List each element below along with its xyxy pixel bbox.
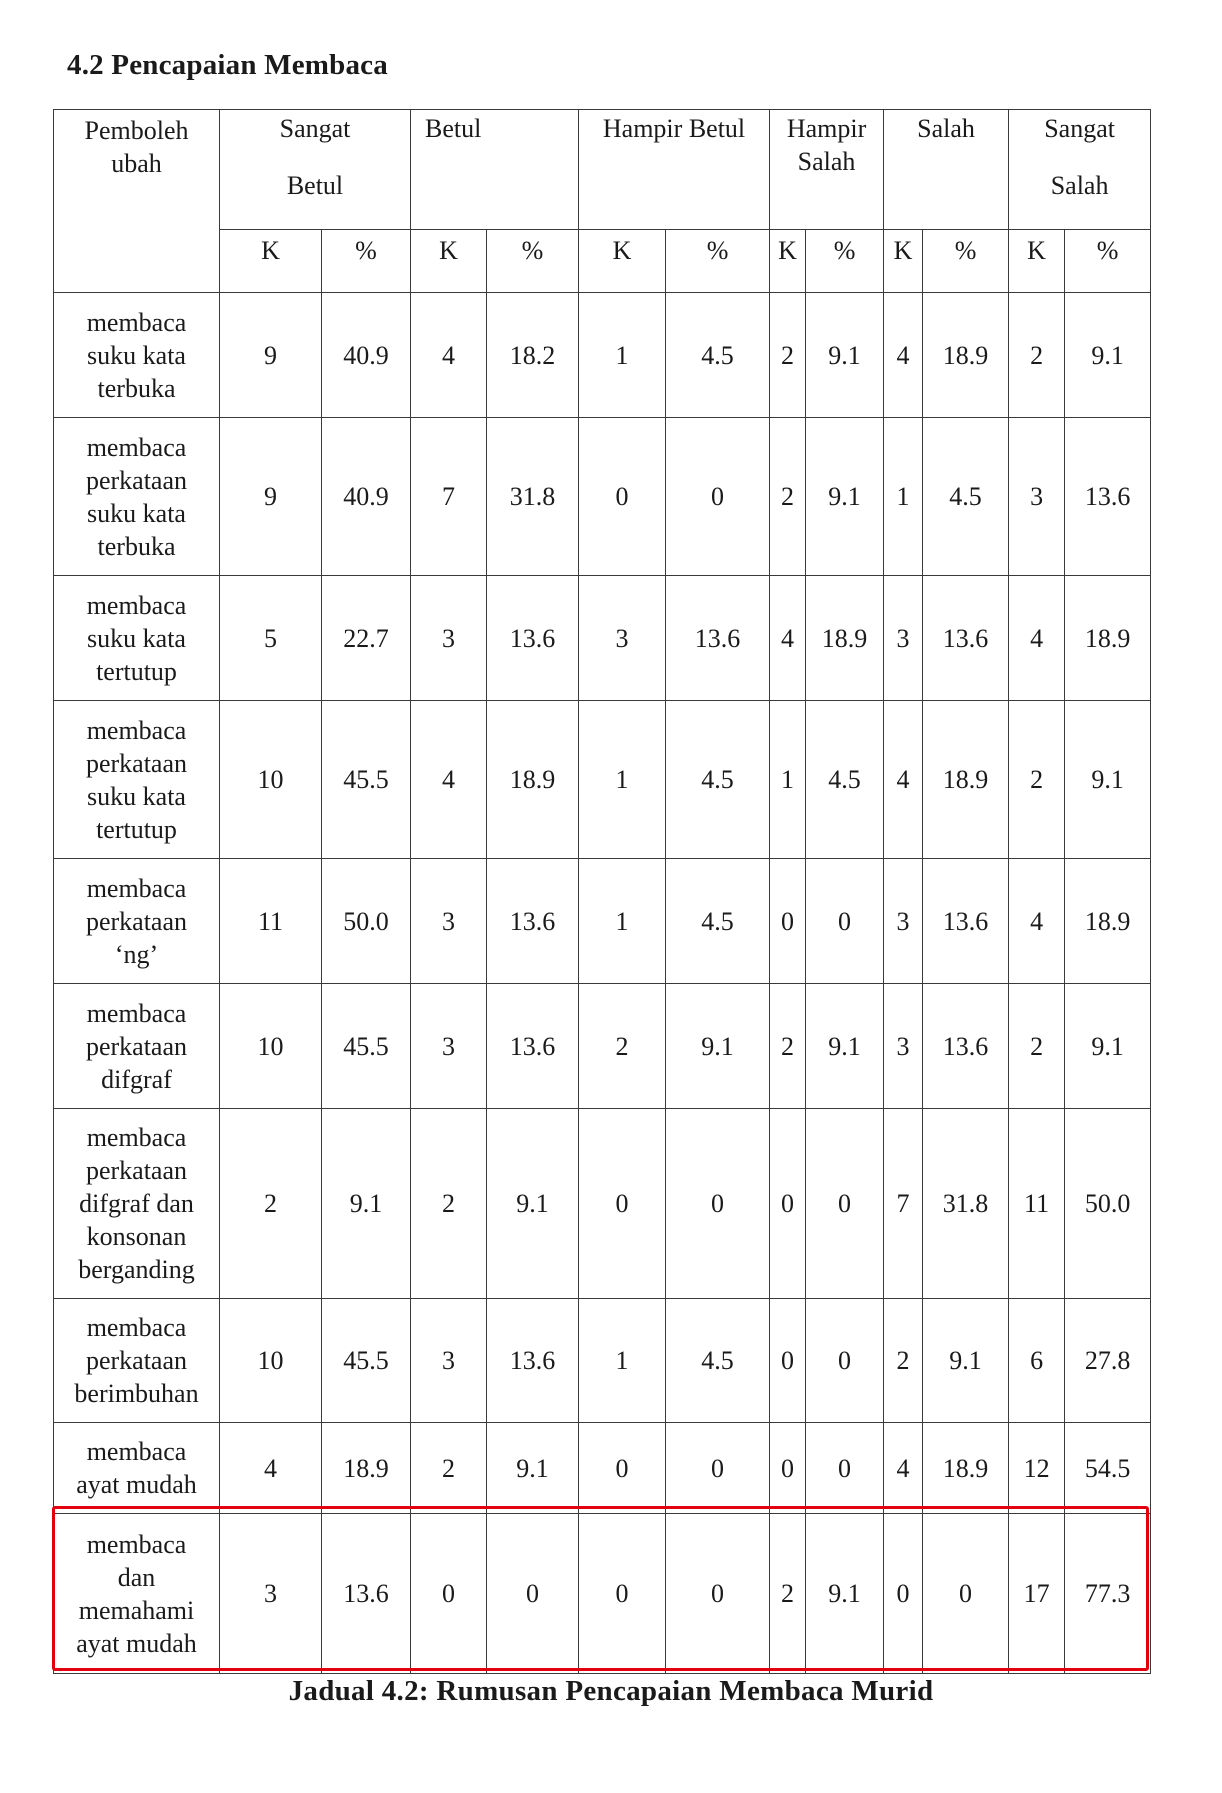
percent-cell: 0: [666, 1514, 770, 1674]
k-count-cell: 2: [884, 1299, 923, 1423]
k-header: K: [411, 230, 487, 293]
k-header: K: [770, 230, 806, 293]
k-count-cell: 0: [770, 1423, 806, 1514]
row-label: [54, 576, 220, 701]
k-count-cell: 2: [1009, 293, 1065, 418]
row-label-line: suku kata: [87, 781, 186, 811]
group-header-line: Sangat: [1044, 114, 1115, 143]
row-label-line: terbuka: [97, 531, 176, 561]
row-label-line: perkataan: [85, 1156, 188, 1185]
percent-cell: 9.1: [806, 418, 884, 576]
k-count-cell: 4: [884, 293, 923, 418]
table-row: [54, 418, 1151, 576]
row-label: [54, 1109, 220, 1299]
table-row: [54, 1423, 1151, 1514]
group-header-salah: [884, 110, 1009, 230]
k-count-cell: 3: [579, 576, 666, 701]
group-header-line: Betul: [286, 171, 344, 200]
k-count-cell: 4: [884, 1423, 923, 1514]
percent-cell: 9.1: [666, 984, 770, 1109]
k-count-cell: 1: [579, 701, 666, 859]
k-count-cell: 2: [770, 418, 806, 576]
k-header: K: [884, 230, 923, 293]
k-count-cell: 4: [411, 701, 487, 859]
k-count-cell: 3: [884, 859, 923, 984]
percent-cell: 4.5: [923, 418, 1009, 576]
percent-cell: 40.9: [322, 418, 411, 576]
row-label-line: tertutup: [96, 814, 177, 844]
k-count-cell: 3: [411, 859, 487, 984]
group-header-line: Hampir: [786, 114, 867, 143]
k-count-cell: 11: [1009, 1109, 1065, 1299]
percent-cell: 45.5: [322, 984, 411, 1109]
k-count-cell: 2: [1009, 701, 1065, 859]
variable-header-line: Pemboleh: [84, 116, 189, 145]
row-label-line: membaca: [86, 998, 187, 1028]
k-count-cell: 1: [579, 859, 666, 984]
percent-cell: 4.5: [666, 293, 770, 418]
k-count-cell: 2: [1009, 984, 1065, 1109]
k-count-cell: 17: [1009, 1514, 1065, 1674]
k-count-cell: 1: [579, 293, 666, 418]
percent-cell: 13.6: [322, 1514, 411, 1674]
row-label-line: berimbuhan: [74, 1379, 199, 1408]
variable-header: [54, 110, 220, 293]
k-count-cell: 3: [411, 984, 487, 1109]
percent-cell: 18.9: [806, 576, 884, 701]
table-row: [54, 576, 1151, 701]
group-header-line: Betul: [425, 114, 482, 143]
group-header-sangat-betul: [220, 110, 411, 230]
k-count-cell: 2: [770, 984, 806, 1109]
row-label: [54, 1423, 220, 1514]
group-header-hampir-salah: [770, 110, 884, 230]
percent-cell: 4.5: [666, 859, 770, 984]
table-row: [54, 1109, 1151, 1299]
percent-cell: 22.7: [322, 576, 411, 701]
row-label-line: ayat mudah: [76, 1470, 197, 1499]
k-count-cell: 0: [884, 1514, 923, 1674]
row-label-line: membaca: [86, 590, 187, 620]
k-count-cell: 0: [770, 1299, 806, 1423]
k-count-cell: 0: [411, 1514, 487, 1674]
group-header-line: Hampir Betul: [602, 114, 746, 143]
percent-cell: 9.1: [322, 1109, 411, 1299]
percent-cell: 13.6: [487, 576, 579, 701]
table-row: [54, 859, 1151, 984]
percent-cell: 0: [666, 1109, 770, 1299]
percent-cell: 50.0: [1065, 1109, 1151, 1299]
k-count-cell: 2: [770, 1514, 806, 1674]
k-count-cell: 7: [411, 418, 487, 576]
k-count-cell: 0: [770, 1109, 806, 1299]
group-header-line: Salah: [917, 114, 975, 143]
k-count-cell: 3: [884, 576, 923, 701]
k-count-cell: 9: [220, 293, 322, 418]
percent-cell: 0: [666, 1423, 770, 1514]
percent-cell: 45.5: [322, 1299, 411, 1423]
k-count-cell: 5: [220, 576, 322, 701]
group-header-line: Sangat: [279, 114, 351, 143]
percent-cell: 77.3: [1065, 1514, 1151, 1674]
k-count-cell: 2: [770, 293, 806, 418]
k-count-cell: 1: [770, 701, 806, 859]
k-count-cell: 0: [579, 1109, 666, 1299]
k-count-cell: 3: [411, 1299, 487, 1423]
row-label: [54, 984, 220, 1109]
table-row: [54, 701, 1151, 859]
row-label-line: suku kata: [87, 623, 186, 653]
percent-header: %: [322, 230, 411, 293]
k-count-cell: 3: [220, 1514, 322, 1674]
percent-cell: 18.9: [1065, 576, 1151, 701]
percent-cell: 18.9: [322, 1423, 411, 1514]
percent-cell: 13.6: [1065, 418, 1151, 576]
k-count-cell: 0: [770, 859, 806, 984]
row-label-line: perkataan: [85, 906, 188, 936]
row-label-line: difgraf: [101, 1064, 172, 1094]
k-count-cell: 4: [770, 576, 806, 701]
percent-cell: 18.9: [923, 1423, 1009, 1514]
row-label: [54, 1514, 220, 1674]
table-row: [54, 1299, 1151, 1423]
row-label-line: membaca: [86, 432, 187, 462]
row-label-line: terbuka: [97, 373, 176, 403]
k-count-cell: 0: [579, 1514, 666, 1674]
k-header: K: [1009, 230, 1065, 293]
row-label-line: konsonan: [86, 1222, 187, 1251]
row-label-line: perkataan: [85, 748, 188, 778]
table-row: [54, 1514, 1151, 1674]
k-count-cell: 1: [579, 1299, 666, 1423]
row-label-line: dan: [117, 1562, 156, 1592]
row-label-line: perkataan: [85, 465, 188, 495]
k-header: K: [220, 230, 322, 293]
percent-cell: 0: [806, 1299, 884, 1423]
k-count-cell: 10: [220, 1299, 322, 1423]
k-count-cell: 4: [884, 701, 923, 859]
percent-cell: 18.9: [923, 293, 1009, 418]
table-container: [53, 109, 1148, 1674]
percent-cell: 31.8: [923, 1109, 1009, 1299]
percent-header: %: [666, 230, 770, 293]
percent-cell: 0: [666, 418, 770, 576]
percent-cell: 9.1: [1065, 984, 1151, 1109]
row-label: [54, 1299, 220, 1423]
percent-cell: 9.1: [806, 293, 884, 418]
percent-cell: 50.0: [322, 859, 411, 984]
k-count-cell: 3: [884, 984, 923, 1109]
group-header-sangat-salah: [1009, 110, 1151, 230]
row-label: [54, 701, 220, 859]
k-count-cell: 2: [220, 1109, 322, 1299]
k-count-cell: 1: [884, 418, 923, 576]
percent-cell: 13.6: [666, 576, 770, 701]
row-label-line: membaca: [86, 1123, 187, 1152]
percent-cell: 54.5: [1065, 1423, 1151, 1514]
k-count-cell: 0: [579, 418, 666, 576]
percent-cell: 0: [806, 1109, 884, 1299]
row-label-line: suku kata: [87, 498, 186, 528]
row-label-line: membaca: [86, 1437, 187, 1466]
k-count-cell: 0: [579, 1423, 666, 1514]
percent-cell: 13.6: [923, 859, 1009, 984]
percent-cell: 18.9: [923, 701, 1009, 859]
row-label-line: suku kata: [87, 340, 186, 370]
row-label-line: membaca: [86, 1529, 187, 1559]
reading-achievement-table: [53, 109, 1151, 1674]
percent-cell: 18.9: [1065, 859, 1151, 984]
percent-cell: 13.6: [487, 1299, 579, 1423]
percent-cell: 13.6: [923, 576, 1009, 701]
row-label: [54, 418, 220, 576]
row-label-line: perkataan: [85, 1346, 188, 1375]
k-count-cell: 3: [411, 576, 487, 701]
k-count-cell: 2: [411, 1423, 487, 1514]
percent-cell: 9.1: [1065, 293, 1151, 418]
k-count-cell: 11: [220, 859, 322, 984]
group-header-betul: [411, 110, 579, 230]
percent-cell: 18.9: [487, 701, 579, 859]
k-count-cell: 2: [579, 984, 666, 1109]
table-caption: Jadual 4.2: Rumusan Pencapaian Membaca Murid: [288, 1675, 934, 1707]
percent-cell: 9.1: [923, 1299, 1009, 1423]
row-label: [54, 293, 220, 418]
group-header-line: Salah: [1050, 171, 1109, 200]
percent-cell: 0: [923, 1514, 1009, 1674]
k-count-cell: 4: [1009, 859, 1065, 984]
row-label-line: membaca: [86, 715, 187, 745]
k-count-cell: 4: [220, 1423, 322, 1514]
percent-cell: 9.1: [806, 984, 884, 1109]
table-row: [54, 293, 1151, 418]
percent-cell: 13.6: [923, 984, 1009, 1109]
percent-cell: 27.8: [1065, 1299, 1151, 1423]
row-label-line: tertutup: [96, 656, 177, 686]
percent-cell: 4.5: [666, 1299, 770, 1423]
k-count-cell: 4: [1009, 576, 1065, 701]
percent-cell: 0: [487, 1514, 579, 1674]
section-heading: 4.2 Pencapaian Membaca: [67, 49, 388, 81]
row-label-line: membaca: [86, 873, 187, 903]
k-count-cell: 3: [1009, 418, 1065, 576]
k-count-cell: 6: [1009, 1299, 1065, 1423]
row-label-line: membaca: [86, 1313, 187, 1342]
percent-cell: 0: [806, 1423, 884, 1514]
percent-header: %: [1065, 230, 1151, 293]
percent-cell: 9.1: [1065, 701, 1151, 859]
percent-cell: 0: [806, 859, 884, 984]
k-count-cell: 9: [220, 418, 322, 576]
percent-header: %: [806, 230, 884, 293]
percent-header: %: [923, 230, 1009, 293]
k-count-cell: 2: [411, 1109, 487, 1299]
k-count-cell: 10: [220, 984, 322, 1109]
k-count-cell: 7: [884, 1109, 923, 1299]
percent-cell: 13.6: [487, 859, 579, 984]
percent-cell: 18.2: [487, 293, 579, 418]
k-count-cell: 10: [220, 701, 322, 859]
variable-header-line: ubah: [111, 149, 162, 178]
percent-cell: 13.6: [487, 984, 579, 1109]
row-label: [54, 859, 220, 984]
percent-cell: 4.5: [806, 701, 884, 859]
k-header: K: [579, 230, 666, 293]
percent-header: %: [487, 230, 579, 293]
table-body: [54, 293, 1151, 1674]
group-header-hampir-betul: [579, 110, 770, 230]
percent-cell: 31.8: [487, 418, 579, 576]
percent-cell: 45.5: [322, 701, 411, 859]
percent-cell: 4.5: [666, 701, 770, 859]
group-header-line: Salah: [797, 147, 856, 176]
row-label-line: berganding: [78, 1255, 195, 1284]
row-label-line: memahami: [78, 1595, 195, 1625]
row-label-line: ‘ng’: [114, 939, 159, 969]
percent-cell: 9.1: [487, 1423, 579, 1514]
k-count-cell: 4: [411, 293, 487, 418]
row-label-line: ayat mudah: [76, 1628, 197, 1658]
row-label-line: perkataan: [85, 1031, 188, 1061]
k-count-cell: 12: [1009, 1423, 1065, 1514]
percent-cell: 9.1: [487, 1109, 579, 1299]
percent-cell: 40.9: [322, 293, 411, 418]
row-label-line: difgraf dan: [79, 1189, 194, 1218]
row-label-line: membaca: [86, 307, 187, 337]
table-row: [54, 984, 1151, 1109]
percent-cell: 9.1: [806, 1514, 884, 1674]
